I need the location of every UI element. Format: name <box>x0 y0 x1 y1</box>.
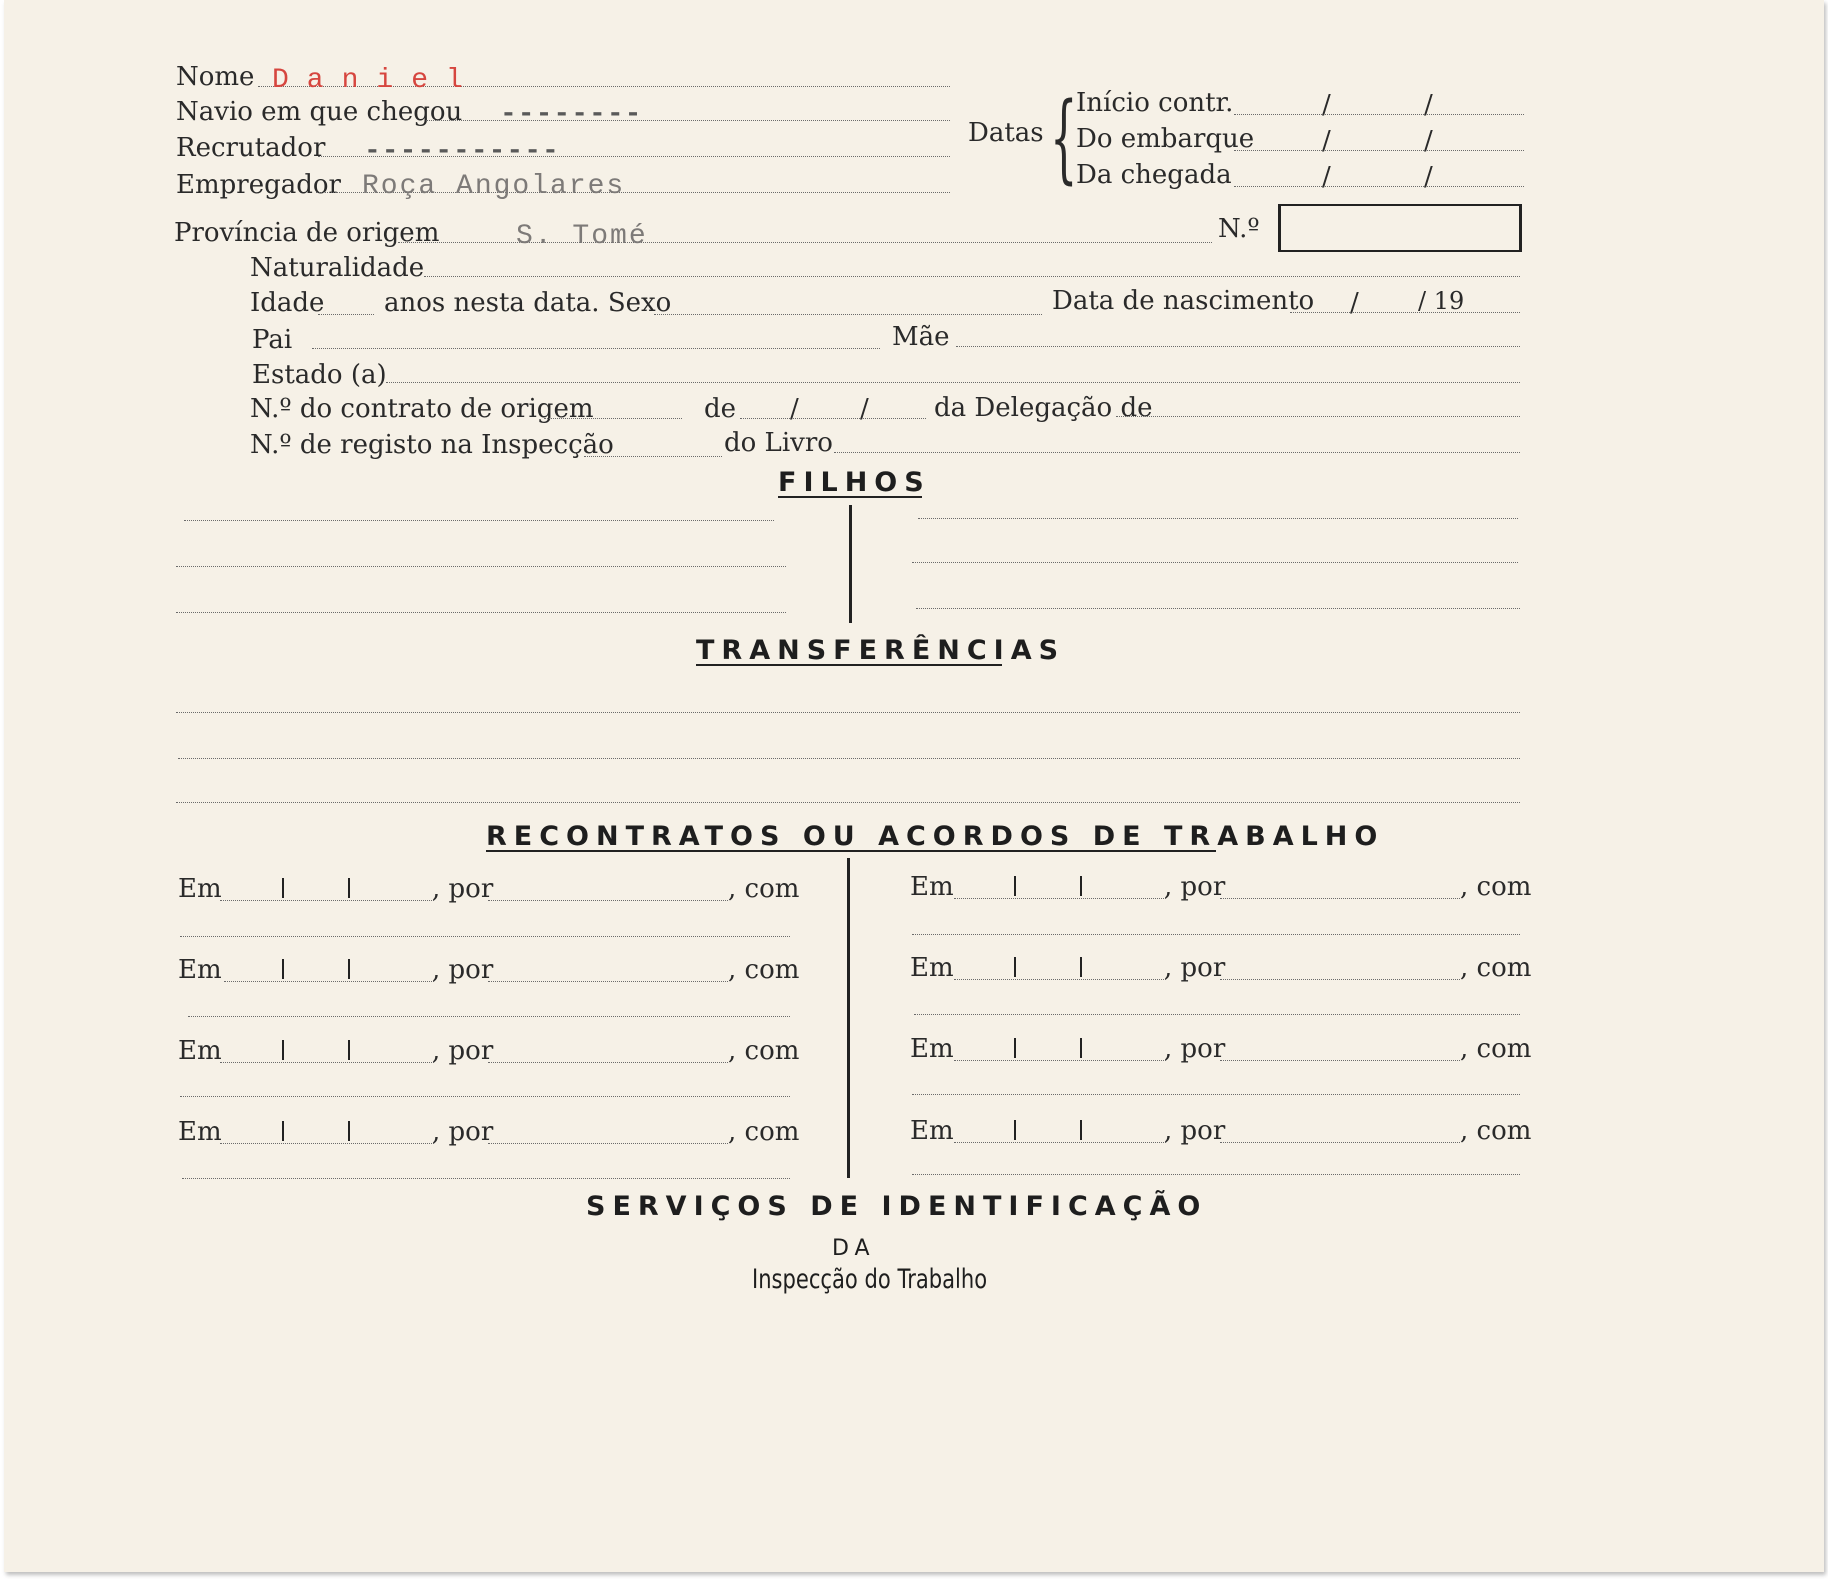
date-separator <box>1014 1120 1016 1140</box>
em-label: Em <box>910 953 954 983</box>
datas-brace: { <box>1050 82 1078 194</box>
contrato-slash: / <box>790 394 799 424</box>
date-separator <box>1014 957 1016 977</box>
em-date-line[interactable] <box>220 900 434 901</box>
por-line[interactable] <box>1220 1142 1460 1143</box>
navio-label: Navio em que chegou <box>176 97 463 127</box>
datas-inicio-line[interactable] <box>1234 114 1524 115</box>
datas-slash: / <box>1322 162 1331 192</box>
em-label: Em <box>910 1034 954 1064</box>
pai-label: Pai <box>252 325 293 355</box>
empregador-value[interactable]: Roça Angolares <box>362 171 626 202</box>
em-date-line[interactable] <box>224 981 434 982</box>
idade-label: Idade <box>250 288 325 318</box>
por-label: , por <box>1164 1034 1226 1064</box>
por-line[interactable] <box>488 981 728 982</box>
numero-label: N.º <box>1218 214 1260 244</box>
transferencias-underline <box>696 664 1002 666</box>
com-line[interactable] <box>912 934 1520 935</box>
naturalidade-label: Naturalidade <box>250 253 425 283</box>
em-date-line[interactable] <box>954 979 1166 980</box>
delegacao-label: da Delegação de <box>934 393 1153 423</box>
filhos-line[interactable] <box>176 612 786 613</box>
date-separator <box>282 878 284 898</box>
date-separator <box>282 1040 284 1060</box>
identification-card <box>4 0 1824 1572</box>
por-label: , por <box>432 1117 494 1147</box>
recontratos-underline <box>486 850 1216 852</box>
estado-label: Estado (a) <box>252 360 387 390</box>
em-label: Em <box>178 874 222 904</box>
registo-line[interactable] <box>584 456 722 457</box>
footer-servicos: SERVIÇOS DE IDENTIFICAÇÃO <box>586 1191 1208 1222</box>
datas-label: Datas <box>968 118 1044 148</box>
sexo-line[interactable] <box>654 314 1042 315</box>
registo-label: N.º de registo na Inspecção <box>250 430 614 460</box>
naturalidade-line[interactable] <box>424 276 1520 277</box>
em-date-line[interactable] <box>220 1143 434 1144</box>
por-label: , por <box>432 1036 494 1066</box>
numero-box[interactable] <box>1278 204 1522 252</box>
footer-da: DA <box>832 1236 876 1261</box>
filhos-divider <box>849 505 852 623</box>
pai-line[interactable] <box>312 348 880 349</box>
datas-slash: / <box>1424 162 1433 192</box>
por-line[interactable] <box>1220 1060 1460 1061</box>
com-line[interactable] <box>912 1094 1520 1095</box>
com-label: , com <box>1460 1116 1532 1146</box>
recrutador-label: Recrutador <box>176 133 326 163</box>
filhos-line[interactable] <box>912 562 1518 563</box>
date-separator <box>348 1040 350 1060</box>
contrato-slash: / <box>860 394 869 424</box>
date-separator <box>348 959 350 979</box>
datas-embarque-line[interactable] <box>1234 150 1524 151</box>
anos-sexo-label: anos nesta data. Sexo <box>384 288 672 318</box>
por-label: , por <box>1164 953 1226 983</box>
com-label: , com <box>728 874 800 904</box>
nascimento-slash: / <box>1350 288 1359 318</box>
transferencias-line[interactable] <box>178 758 1520 759</box>
navio-value[interactable]: -------- <box>500 99 643 130</box>
filhos-line[interactable] <box>916 608 1520 609</box>
filhos-heading: FILHOS <box>778 467 931 498</box>
date-separator <box>1080 1120 1082 1140</box>
contrato-de-label: de <box>704 394 737 424</box>
datas-chegada-line[interactable] <box>1234 186 1524 187</box>
date-separator <box>1080 957 1082 977</box>
empregador-label: Empregador <box>176 170 341 200</box>
datas-slash: / <box>1424 90 1433 120</box>
com-label: , com <box>728 1036 800 1066</box>
por-label: , por <box>432 955 494 985</box>
nascimento-year-prefix: / 19 <box>1418 287 1465 315</box>
date-separator <box>282 959 284 979</box>
por-label: , por <box>1164 872 1226 902</box>
em-date-line[interactable] <box>954 1142 1166 1143</box>
recontratos-divider <box>847 858 850 1178</box>
com-label: , com <box>1460 953 1532 983</box>
com-line[interactable] <box>912 1174 1520 1175</box>
date-separator <box>282 1121 284 1141</box>
por-line[interactable] <box>1220 898 1460 899</box>
em-label: Em <box>178 1036 222 1066</box>
date-separator <box>348 1121 350 1141</box>
transferencias-line[interactable] <box>176 802 1520 803</box>
livro-label: do Livro <box>724 428 833 458</box>
nome-value[interactable]: Daniel <box>272 65 481 96</box>
por-label: , por <box>1164 1116 1226 1146</box>
por-line[interactable] <box>488 900 728 901</box>
nome-label: Nome <box>176 62 255 92</box>
em-date-line[interactable] <box>220 1062 434 1063</box>
date-separator <box>1080 1038 1082 1058</box>
datas-slash: / <box>1322 90 1331 120</box>
com-line[interactable] <box>188 1016 790 1017</box>
datas-chegada-label: Da chegada <box>1076 160 1232 190</box>
estado-line[interactable] <box>386 382 1520 383</box>
contrato-label: N.º do contrato de origem <box>250 394 594 424</box>
com-label: , com <box>728 1117 800 1147</box>
transferencias-heading: TRANSFERÊNCIAS <box>696 635 1066 666</box>
com-label: , com <box>728 955 800 985</box>
mae-line[interactable] <box>956 346 1520 347</box>
recrutador-value[interactable]: ----------- <box>364 136 560 167</box>
footer-inspeccao: Inspecção do Trabalho <box>752 1264 988 1295</box>
datas-slash: / <box>1424 126 1433 156</box>
por-label: , por <box>432 874 494 904</box>
nascimento-label: Data de nascimento <box>1052 286 1315 316</box>
com-line[interactable] <box>182 1178 790 1179</box>
em-label: Em <box>178 1117 222 1147</box>
em-label: Em <box>910 1116 954 1146</box>
provincia-value[interactable]: S. Tomé <box>516 221 648 252</box>
contrato-date-line[interactable] <box>740 418 926 419</box>
livro-line[interactable] <box>834 452 1520 453</box>
com-line[interactable] <box>180 936 790 937</box>
date-separator <box>1014 876 1016 896</box>
em-date-line[interactable] <box>954 898 1166 899</box>
datas-slash: / <box>1322 126 1331 156</box>
filhos-line[interactable] <box>918 518 1518 519</box>
em-label: Em <box>178 955 222 985</box>
por-line[interactable] <box>488 1143 728 1144</box>
por-line[interactable] <box>1220 979 1460 980</box>
com-label: , com <box>1460 872 1532 902</box>
contrato-line[interactable] <box>544 418 682 419</box>
em-label: Em <box>910 872 954 902</box>
por-line[interactable] <box>488 1062 728 1063</box>
com-line[interactable] <box>914 1014 1520 1015</box>
datas-inicio-label: Início contr. <box>1076 88 1234 118</box>
provincia-label: Província de origem <box>174 218 440 248</box>
idade-line[interactable] <box>318 314 374 315</box>
date-separator <box>348 878 350 898</box>
date-separator <box>1080 876 1082 896</box>
recontratos-heading: RECONTRATOS OU ACORDOS DE TRABALHO <box>486 821 1385 852</box>
filhos-line[interactable] <box>184 520 774 521</box>
em-date-line[interactable] <box>954 1060 1166 1061</box>
datas-embarque-label: Do embarque <box>1076 124 1255 154</box>
filhos-underline <box>778 496 922 498</box>
delegacao-line[interactable] <box>1116 416 1520 417</box>
filhos-line[interactable] <box>176 566 786 567</box>
nascimento-line[interactable] <box>1290 312 1520 313</box>
mae-label: Mãe <box>892 322 950 352</box>
com-label: , com <box>1460 1034 1532 1064</box>
date-separator <box>1014 1038 1016 1058</box>
transferencias-line[interactable] <box>176 712 1520 713</box>
com-line[interactable] <box>180 1096 790 1097</box>
